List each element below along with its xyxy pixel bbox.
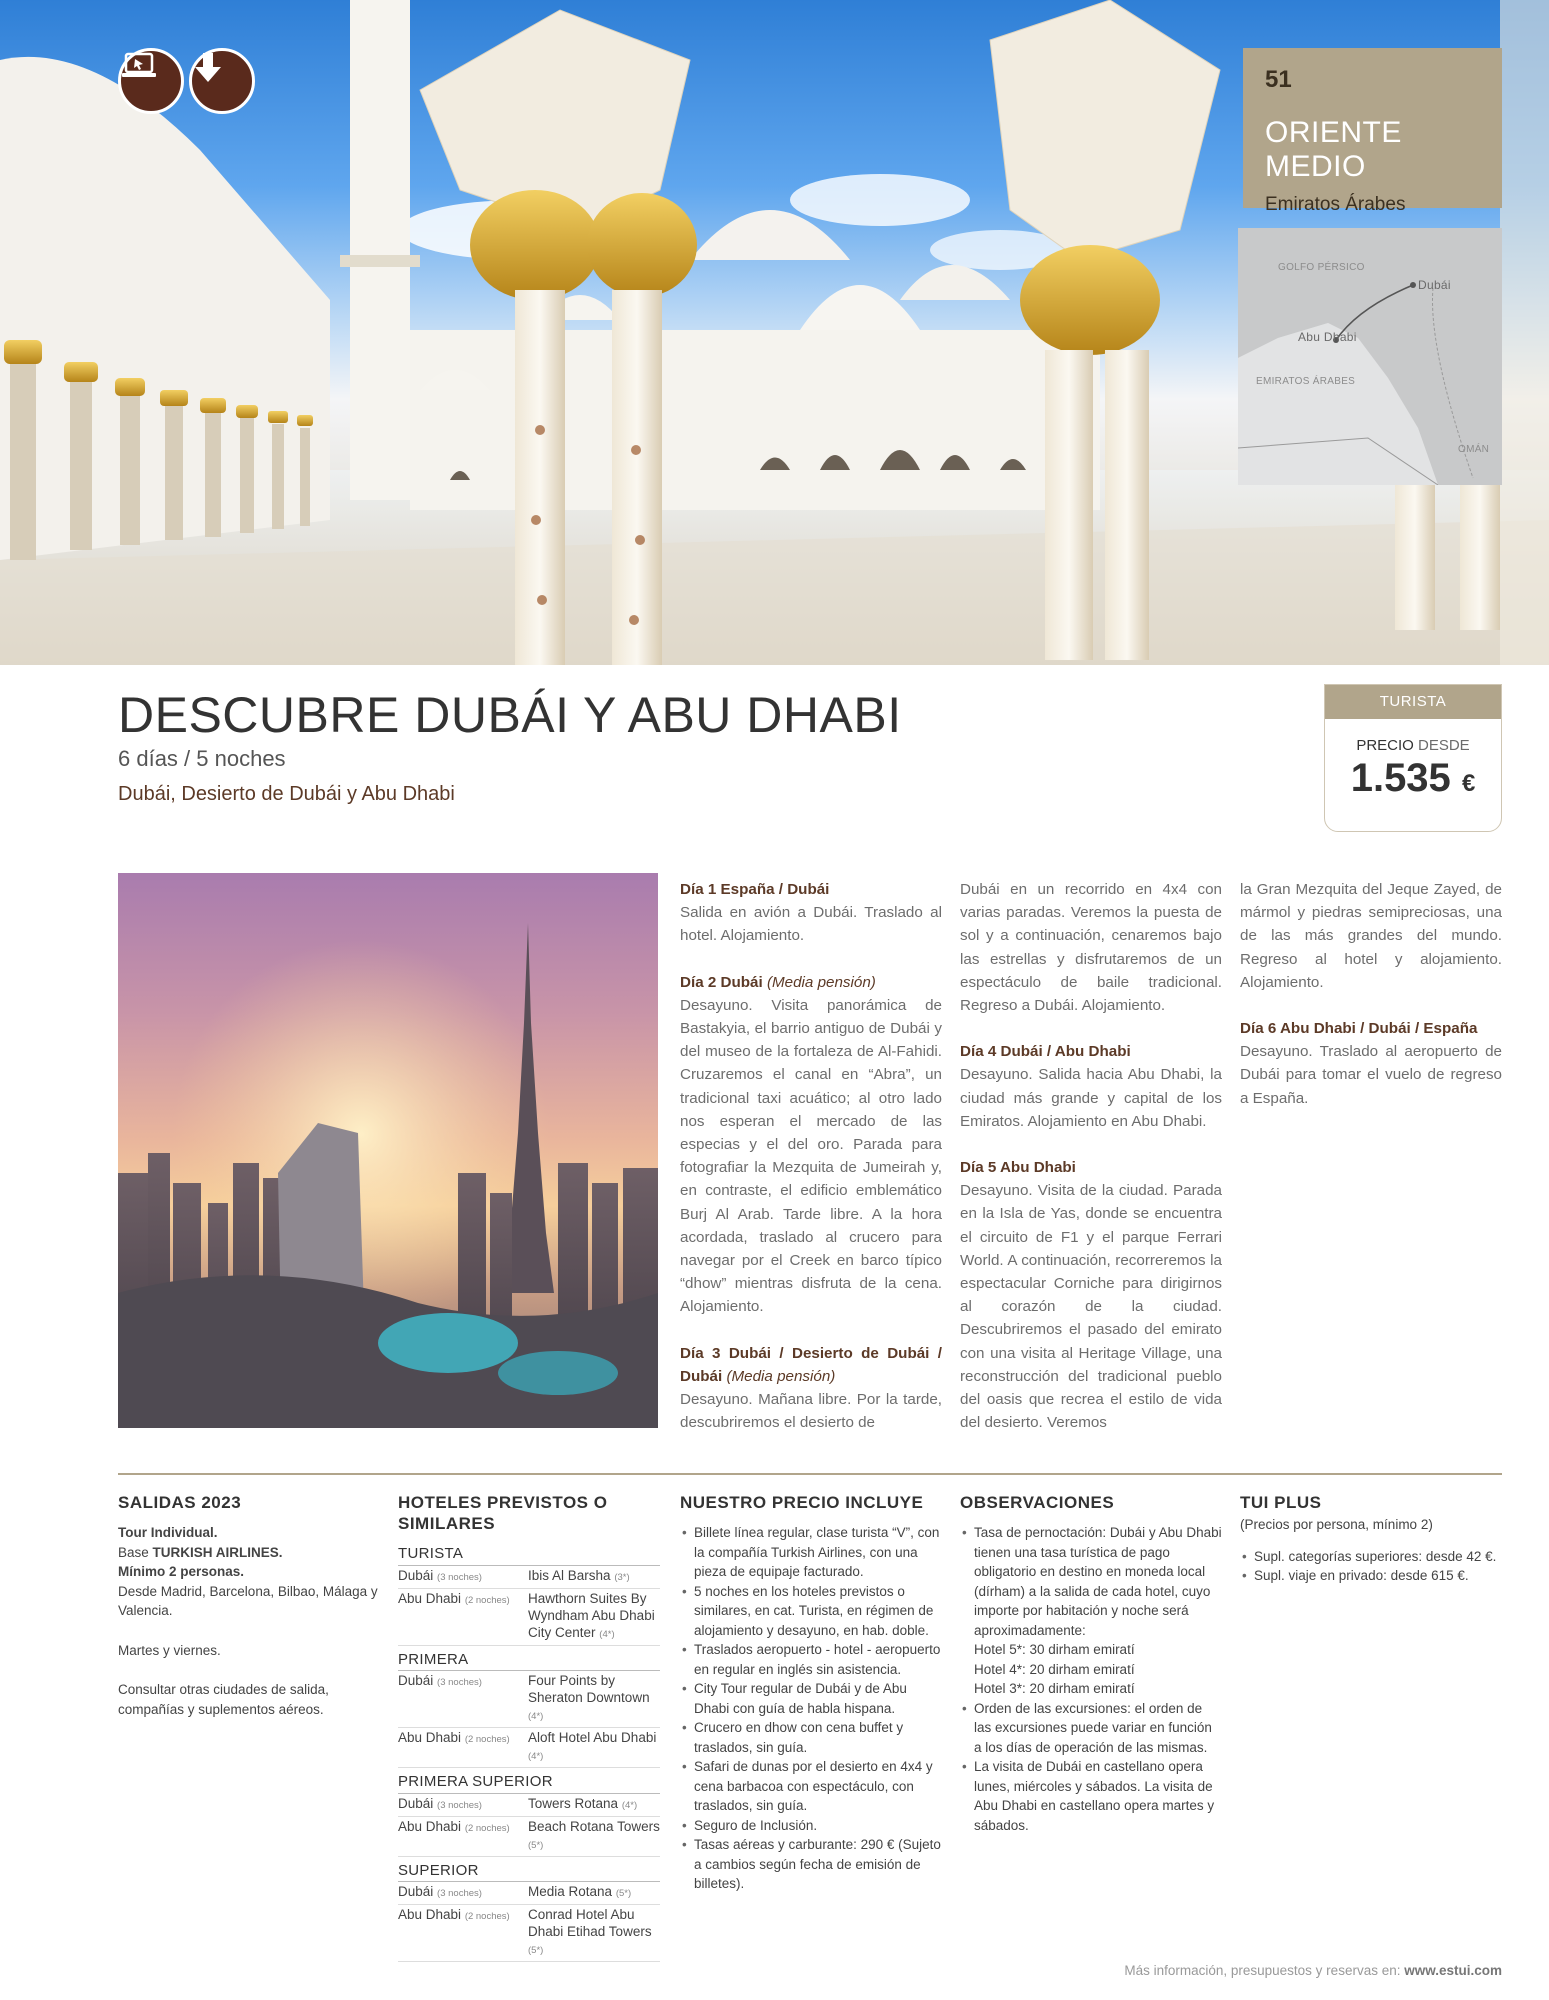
hotel-row: [398, 1817, 660, 1857]
day-3-text-part2: Dubái en un recorrido en 4x4 con varias paradas. Veremos la puesta de sol y a continuación, cenaremos bajo las estrellas y disfrutaremos de un espectáculo de baile tradicional. Regreso a Dubái. Alojamiento.: [960, 881, 1222, 1015]
itinerary-column-1: [680, 878, 942, 1434]
section-divider: [118, 1473, 1502, 1475]
list-item: • 5 noches en los hoteles previstos o similares, en cat. Turista, en régimen de alojamiento y desayuno, en hab. doble.: [680, 1582, 942, 1641]
list-item: • City Tour regular de Dubái y de Abu Dhabi con guía de habla hispana.: [680, 1679, 942, 1718]
day-5-heading: Día 5 Abu Dhabi: [960, 1159, 1076, 1177]
salidas-section: [118, 1492, 380, 1719]
hotel-row: [398, 1671, 660, 1728]
list-item: • Seguro de Inclusión.: [680, 1816, 942, 1836]
incluye-list: [680, 1523, 942, 1894]
day-4-heading: Día 4 Dubái / Abu Dhabi: [960, 1043, 1131, 1061]
page-title: DESCUBRE DUBÁI Y ABU DHABI: [118, 687, 902, 743]
day-3-text-part1: Desayuno. Mañana libre. Por la tarde, descubriremos el desierto de: [680, 1391, 942, 1432]
itinerary-column-2: [960, 878, 1222, 1434]
day-1-text: Salida en avión a Dubái. Traslado al hotel. Alojamiento.: [680, 904, 942, 945]
price-box: [1324, 684, 1502, 832]
hotel-row: [398, 1794, 660, 1817]
map-sea-label: GOLFO PÉRSICO: [1278, 262, 1365, 273]
hotel-category: PRIMERA: [398, 1650, 660, 1672]
hotel-row: [398, 1905, 660, 1962]
list-item: • Orden de las excursiones: el orden de las excursiones puede variar en función a los días de operación de las mismas.: [960, 1699, 1222, 1758]
list-item: • Crucero en dhow con cena buffet y traslados, sin guía.: [680, 1718, 942, 1757]
day-4-text: Desayuno. Salida hacia Abu Dhabi, la ciudad más grande y capital de los Emiratos. Alojamiento en Abu Dhabi.: [960, 1066, 1222, 1130]
list-item: • Traslados aeropuerto - hotel - aeropuerto en regular en inglés sin asistencia.: [680, 1640, 942, 1679]
hotel-row: [398, 1589, 660, 1646]
day-2-heading: Día 2 Dubái (Media pensión): [680, 973, 876, 991]
hotel-name: Towers Rotana (4*): [528, 1795, 638, 1811]
hotel-city: Abu Dhabi (2 noches): [398, 1907, 510, 1922]
hotel-name: Hawthorn Suites By Wyndham Abu Dhabi City Center (4*): [528, 1590, 655, 1640]
map-city-dubai: Dubái: [1418, 278, 1451, 292]
map-city-abudhabi: Abu Dhabi: [1298, 330, 1357, 344]
day-1-heading: Día 1 España / Dubái: [680, 881, 830, 898]
list-item: • Supl. viaje en privado: desde 615 €.: [1240, 1566, 1502, 1586]
salidas-days: Martes y viernes.: [118, 1642, 221, 1658]
incluye-title: NUESTRO PRECIO INCLUYE: [680, 1493, 924, 1512]
hotel-list: [398, 1544, 660, 1962]
list-item: • La visita de Dubái en castellano opera lunes, miércoles y sábados. La visita de Abu Dhabi en castellano opera martes y sábados.: [960, 1757, 1222, 1835]
salidas-origins: Desde Madrid, Barcelona, Bilbao, Málaga y Valencia.: [118, 1583, 378, 1618]
hero-image: [0, 0, 1549, 665]
country-name: Emiratos Árabes: [1265, 194, 1406, 215]
trip-places: Dubái, Desierto de Dubái y Abu Dhabi: [118, 783, 455, 805]
list-item: • Tasa de pernoctación: Dubái y Abu Dhabi tienen una tasa turística de pago obligatorio en destino en moneda local (dírham) a la salida de cada hotel, cuyo importe por habitación y noche será aproximadamente: Hotel 5*: 30 dirham emiratí Hotel 4*: 20 dirham emiratí Hotel 3*: 20 dirham emiratí: [960, 1523, 1222, 1699]
salidas-title: SALIDAS 2023: [118, 1493, 242, 1512]
hotel-city: Dubái (3 noches): [398, 1795, 482, 1811]
hotel-category: TURISTA: [398, 1544, 660, 1566]
map-country-label: EMIRATOS ÁRABES: [1256, 376, 1356, 387]
incluye-section: [680, 1492, 942, 1894]
tuiplus-subtitle: (Precios por persona, mínimo 2): [1240, 1517, 1433, 1532]
hotel-city: Abu Dhabi (2 noches): [398, 1590, 510, 1606]
list-item: • Billete línea regular, clase turista “V”, con la compañía Turkish Airlines, con una pieza de equipaje facturado.: [680, 1523, 942, 1582]
list-item: • Safari de dunas por el desierto en 4x4 y cena barbacoa con espectáculo, con traslados, sin guía.: [680, 1757, 942, 1816]
hotel-city: Abu Dhabi (2 noches): [398, 1730, 510, 1745]
price-label: PRECIO DESDE: [1356, 737, 1470, 754]
day-6-text: Desayuno. Traslado al aeropuerto de Dubái para tomar el vuelo de regreso a España.: [1240, 1043, 1502, 1107]
salidas-note: Consultar otras ciudades de salida, compañías y suplementos aéreos.: [118, 1682, 329, 1717]
laptop-icon[interactable]: [118, 48, 184, 114]
day-5-text-part2: la Gran Mezquita del Jeque Zayed, de mármol y piedras semipreciosas, una de las más grandes del mundo. Regreso al hotel y alojamiento. Alojamiento.: [1240, 881, 1502, 991]
hotel-name: Beach Rotana Towers (5*): [528, 1818, 660, 1851]
tuiplus-title: TUI PLUS: [1240, 1493, 1322, 1512]
dubai-skyline-photo: [118, 873, 658, 1428]
footer-info: Más información, presupuestos y reservas en: www.estui.com: [1124, 1963, 1502, 1978]
hotel-name: Aloft Hotel Abu Dhabi (4*): [528, 1730, 657, 1762]
hoteles-title: HOTELES PREVISTOS O SIMILARES: [398, 1493, 608, 1533]
footer-link[interactable]: www.estui.com: [1404, 1963, 1502, 1978]
tuiplus-section: [1240, 1492, 1502, 1586]
price-amount: 1.535 €: [1350, 756, 1476, 800]
hotel-name: Four Points by Sheraton Downtown (4*): [528, 1673, 650, 1722]
trip-duration: 6 días / 5 noches: [118, 746, 286, 771]
hoteles-section: [398, 1492, 660, 1962]
price-category: TURISTA: [1325, 685, 1501, 719]
tuiplus-list: [1240, 1547, 1502, 1586]
hotel-category: PRIMERA SUPERIOR: [398, 1772, 660, 1794]
salidas-airline: Base TURKISH AIRLINES.: [118, 1544, 283, 1560]
download-icon[interactable]: [189, 48, 255, 114]
hotel-name: Conrad Hotel Abu Dhabi Etihad Towers (5*): [528, 1907, 652, 1956]
list-item: • Tasas aéreas y carburante: 290 € (Sujeto a cambios según fecha de emisión de billetes).: [680, 1835, 942, 1894]
salidas-minimum: Mínimo 2 personas.: [118, 1564, 245, 1579]
hotel-row: [398, 1728, 660, 1768]
hotel-city: Abu Dhabi (2 noches): [398, 1818, 510, 1834]
hotel-row: [398, 1882, 660, 1905]
hotel-city: Dubái (3 noches): [398, 1567, 482, 1583]
observaciones-title: OBSERVACIONES: [960, 1493, 1115, 1512]
itinerary-column-3: [1240, 878, 1502, 1133]
region-name: ORIENTE MEDIO: [1265, 116, 1402, 183]
page-number: 51: [1265, 66, 1292, 93]
observaciones-section: [960, 1492, 1222, 1835]
hotel-name: Media Rotana (5*): [528, 1884, 632, 1899]
hotel-city: Dubái (3 noches): [398, 1884, 482, 1899]
region-box: [1243, 48, 1502, 215]
hotel-category: SUPERIOR: [398, 1861, 660, 1883]
hotel-name: Ibis Al Barsha (3*): [528, 1567, 630, 1583]
hotel-row: [398, 1566, 660, 1589]
day-5-text-part1: Desayuno. Visita de la ciudad. Parada en la Isla de Yas, donde se encuentra el circuito de F1 y el parque Ferrari World. A continuación, recorreremos la espectacular Corniche para dirigirnos al corazón de la ciudad. Descubriremos el pasado del emirato con una visita al Heritage Village, una reconstrucción del tradicional pueblo del oasis que recrea el estilo de vida del desierto. Veremos: [960, 1182, 1222, 1432]
day-3-heading: Día 3 Dubái / Desierto de Dubái / Dubái (Media pensión): [680, 1344, 942, 1385]
hotel-city: Dubái (3 noches): [398, 1673, 482, 1688]
day-6-heading: Día 6 Abu Dhabi / Dubái / España: [1240, 1020, 1478, 1038]
route-map: [1238, 228, 1502, 485]
day-2-text: Desayuno. Visita panorámica de Bastakyia, el barrio antiguo de Dubái y del museo de la fortaleza de Al-Fahidi. Cruzaremos el canal en “Abra”, un tradicional taxi acuático; al otro lado nos esperan el mercado de las especias y el del oro. Parada para fotografiar la Mezquita de Jumeirah y, en contraste, el edificio emblemático Burj Al Arab. Tarde libre. A la hora acordada, traslado al crucero para navegar por el Creek en barco típico “dhow” mientras disfruta de la cena. Alojamiento.: [680, 996, 942, 1316]
salidas-tour-type: Tour Individual.: [118, 1525, 218, 1540]
list-item: • Supl. categorías superiores: desde 42 €.: [1240, 1547, 1502, 1567]
map-neighbor-label: OMÁN: [1458, 444, 1490, 455]
